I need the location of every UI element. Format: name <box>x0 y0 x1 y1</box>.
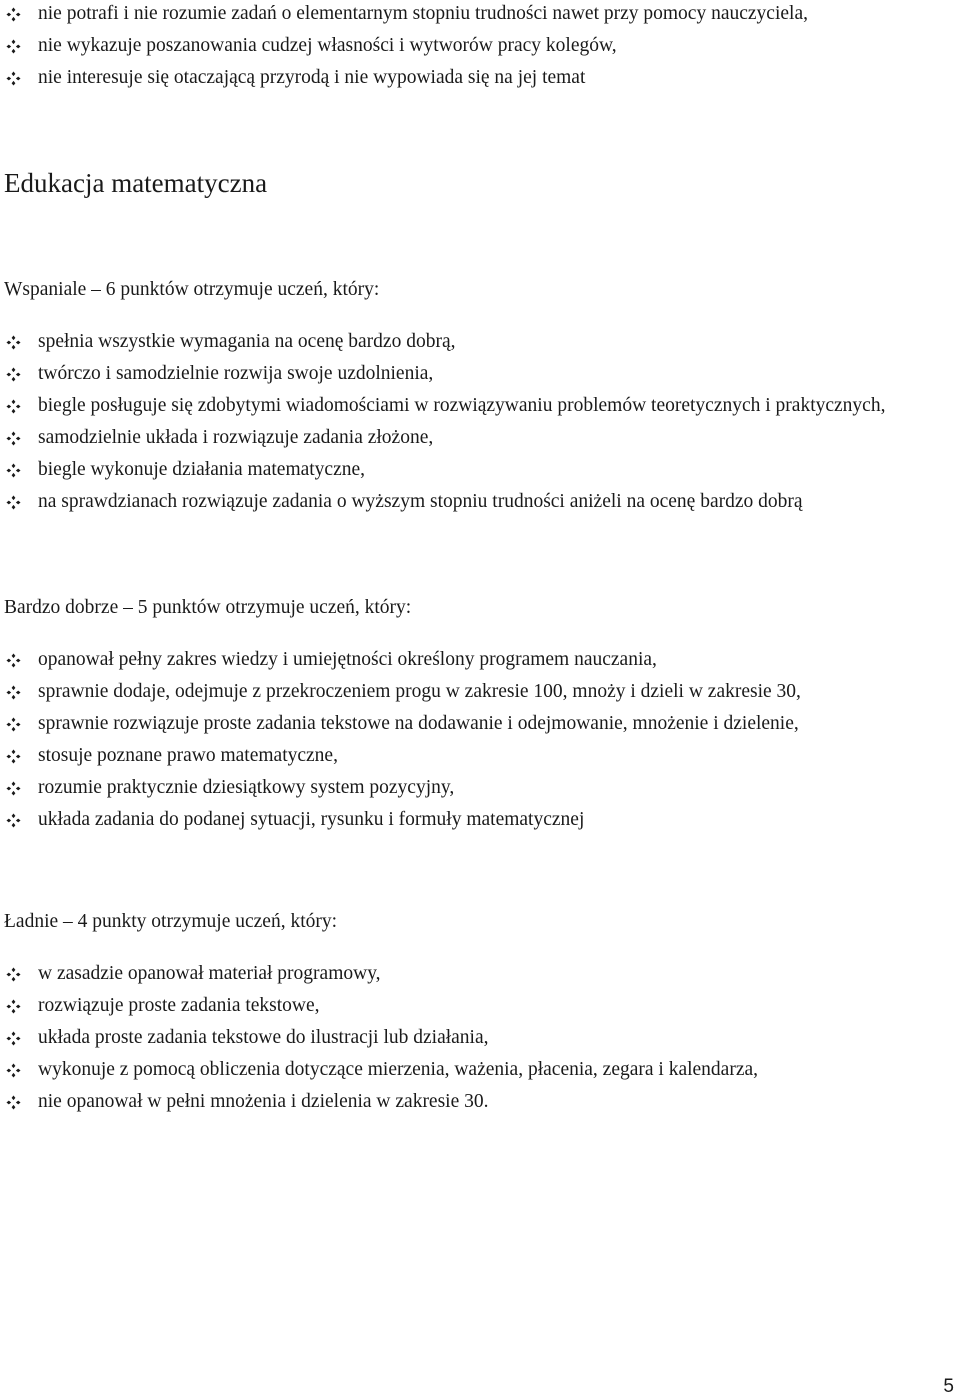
list-item-text: samodzielnie układa i rozwiązuje zadania złożone, <box>38 427 434 448</box>
top-bullet-list <box>4 0 956 94</box>
grade-intro-4: Ładnie – 4 punkty otrzymuje uczeń, który: <box>4 911 338 932</box>
list-item-text: nie opanował w pełni mnożenia i dzielenia w zakresie 30. <box>38 1091 489 1112</box>
section-title: Edukacja matematyczna <box>4 168 268 198</box>
four-diamond-star-icon <box>6 463 21 478</box>
list-item <box>4 454 956 486</box>
list-item-text: wykonuje z pomocą obliczenia dotyczące mierzenia, ważenia, płacenia, zegara i kalendarza, <box>38 1059 759 1080</box>
list-item <box>4 772 956 804</box>
four-diamond-star-icon <box>6 685 21 700</box>
list-item-text: układa proste zadania tekstowe do ilustracji lub działania, <box>38 1027 489 1048</box>
list-item <box>4 1022 956 1054</box>
list-item <box>4 708 956 740</box>
list-item-text: nie potrafi i nie rozumie zadań o elementarnym stopniu trudności nawet przy pomocy nauczyciela, <box>38 3 808 24</box>
list-item-text: rozumie praktycznie dziesiątkowy system pozycyjny, <box>38 777 455 798</box>
four-diamond-star-icon <box>6 1063 21 1078</box>
four-diamond-star-icon <box>6 1095 21 1110</box>
four-diamond-star-icon <box>6 781 21 796</box>
list-item-text: stosuje poznane prawo matematyczne, <box>38 745 338 766</box>
list-item <box>4 326 956 358</box>
list-item-text: na sprawdzianach rozwiązuje zadania o wyższym stopniu trudności aniżeli na ocenę bardzo dobrą <box>38 491 803 512</box>
list-item-text: spełnia wszystkie wymagania na ocenę bardzo dobrą, <box>38 331 456 352</box>
list-item-text: sprawnie dodaje, odejmuje z przekroczeniem progu w zakresie 100, mnoży i dzieli w zakresie 30, <box>38 681 801 702</box>
four-diamond-star-icon <box>6 749 21 764</box>
list-item-text: w zasadzie opanował materiał programowy, <box>38 963 381 984</box>
four-diamond-star-icon <box>6 999 21 1014</box>
list-item <box>4 676 956 708</box>
document-page <box>4 0 956 1118</box>
list-item <box>4 358 956 390</box>
grade-list-6 <box>4 326 956 518</box>
four-diamond-star-icon <box>6 399 21 414</box>
four-diamond-star-icon <box>6 335 21 350</box>
list-item-text: biegle posługuje się zdobytymi wiadomościami w rozwiązywaniu problemów teoretycznych i praktycznych, <box>38 395 886 416</box>
list-item <box>4 1054 956 1086</box>
list-item <box>4 62 956 94</box>
list-item-text: nie interesuje się otaczającą przyrodą i nie wypowiada się na jej temat <box>38 67 586 88</box>
four-diamond-star-icon <box>6 495 21 510</box>
list-item-text: układa zadania do podanej sytuacji, rysunku i formuły matematycznej <box>38 809 585 830</box>
list-item <box>4 390 956 422</box>
list-item <box>4 422 956 454</box>
list-item <box>4 740 956 772</box>
grade-intro-6: Wspaniale – 6 punktów otrzymuje uczeń, który: <box>4 279 380 300</box>
list-item-text: twórczo i samodzielnie rozwija swoje uzdolnienia, <box>38 363 434 384</box>
four-diamond-star-icon <box>6 967 21 982</box>
list-item <box>4 1086 956 1118</box>
four-diamond-star-icon <box>6 367 21 382</box>
four-diamond-star-icon <box>6 813 21 828</box>
list-item <box>4 0 956 30</box>
list-item-text: rozwiązuje proste zadania tekstowe, <box>38 995 320 1016</box>
list-item <box>4 804 956 836</box>
list-item-text: nie wykazuje poszanowania cudzej własności i wytworów pracy kolegów, <box>38 35 617 56</box>
list-item-text: biegle wykonuje działania matematyczne, <box>38 459 366 480</box>
grade-list-5 <box>4 644 956 836</box>
four-diamond-star-icon <box>6 1031 21 1046</box>
list-item-text: opanował pełny zakres wiedzy i umiejętności określony programem nauczania, <box>38 649 657 670</box>
list-item <box>4 644 956 676</box>
list-item <box>4 990 956 1022</box>
four-diamond-star-icon <box>6 7 21 22</box>
four-diamond-star-icon <box>6 71 21 86</box>
page-number: 5 <box>943 1376 954 1397</box>
grade-list-4 <box>4 958 956 1118</box>
grade-intro-5: Bardzo dobrze – 5 punktów otrzymuje uczeń, który: <box>4 597 412 618</box>
four-diamond-star-icon <box>6 431 21 446</box>
list-item <box>4 30 956 62</box>
list-item <box>4 958 956 990</box>
four-diamond-star-icon <box>6 717 21 732</box>
four-diamond-star-icon <box>6 653 21 668</box>
list-item <box>4 486 956 518</box>
four-diamond-star-icon <box>6 39 21 54</box>
list-item-text: sprawnie rozwiązuje proste zadania tekstowe na dodawanie i odejmowanie, mnożenie i dzielenie, <box>38 713 799 734</box>
